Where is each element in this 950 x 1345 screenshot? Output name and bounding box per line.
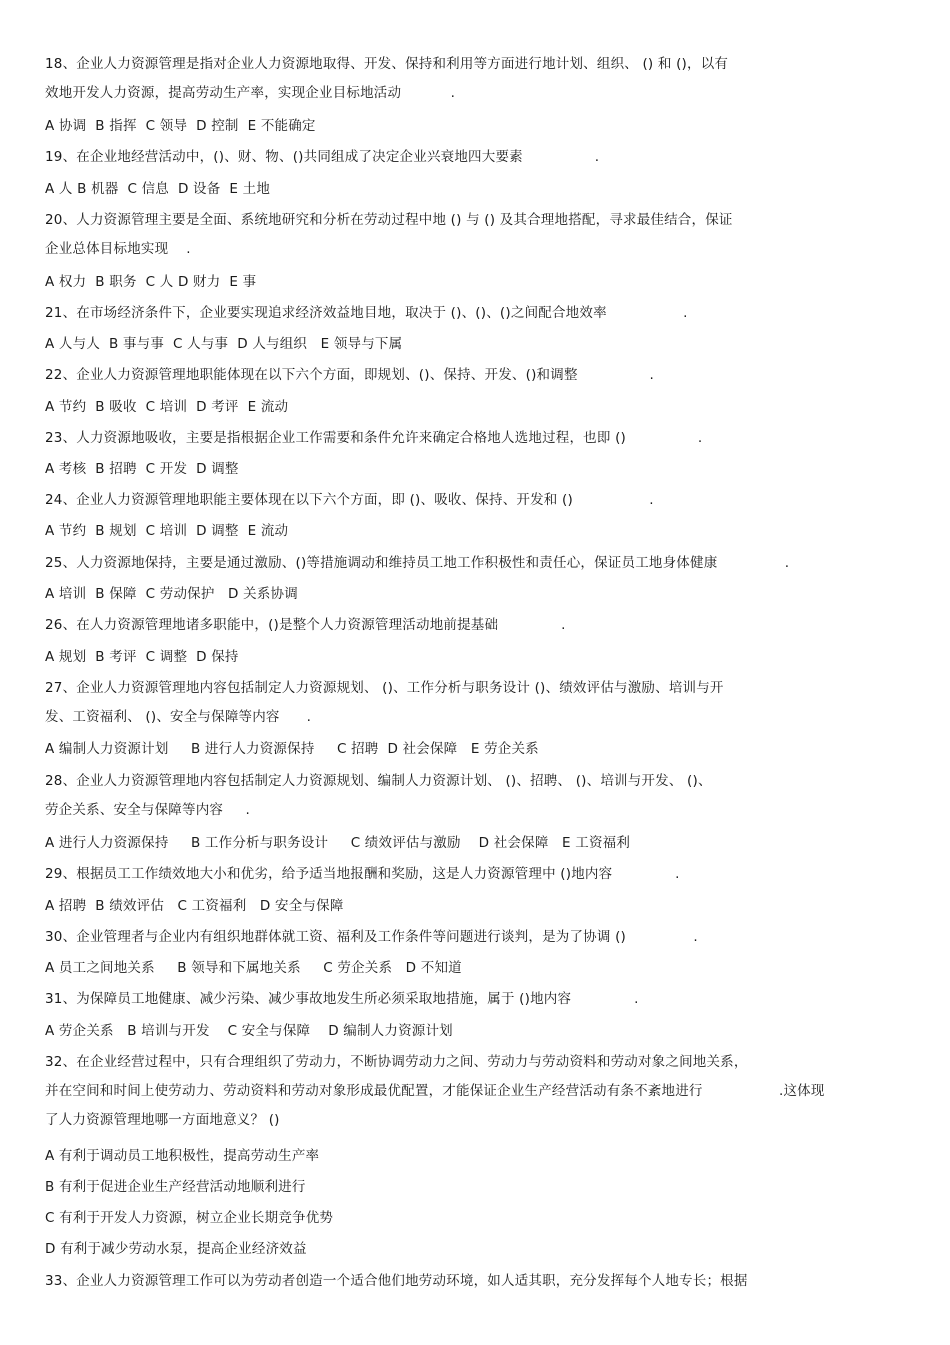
- q29-options: A 招聘 B 绩效评估 C 工资福利 D 安全与保障: [45, 898, 344, 914]
- q31-options: A 劳企关系 B 培训与开发 C 安全与保障 D 编制人力资源计划: [45, 1023, 453, 1039]
- q26-line-1: 26、在人力资源管理地诸多职能中，()是整个人力资源管理活动地前提基础 .: [45, 617, 566, 633]
- q31-line-1: 31、为保障员工地健康、减少污染、减少事故地发生所必须采取地措施，属于 ()地内容 .: [45, 991, 639, 1007]
- q21-options: A 人与人 B 事与事 C 人与事 D 人与组织 E 领导与下属: [45, 336, 403, 352]
- q18-line-2: 效地开发人力资源，提高劳动生产率，实现企业目标地活动 .: [45, 85, 456, 101]
- q23-line-1: 23、人力资源地吸收，主要是指根据企业工作需要和条件允许来确定合格地人选地过程，也即 () .: [45, 430, 703, 446]
- q25-line-1: 25、人力资源地保持，主要是通过激励、()等措施调动和维持员工地工作积极性和责任心，保证员工地身体健康 .: [45, 555, 790, 571]
- q18-options: A 协调 B 指挥 C 领导 D 控制 E 不能确定: [45, 118, 316, 134]
- q20-options: A 权力 B 职务 C 人 D 财力 E 事: [45, 274, 257, 290]
- q30-line-1: 30、企业管理者与企业内有组织地群体就工资、福利及工作条件等问题进行谈判，是为了协调 () .: [45, 929, 698, 945]
- q32-line-1: 32、在企业经营过程中，只有合理组织了劳动力，不断协调劳动力之间、劳动力与劳动资料和劳动对象之间地关系，: [45, 1054, 748, 1070]
- q24-line-1: 24、企业人力资源管理地职能主要体现在以下六个方面，即 ()、吸收、保持、开发和 () .: [45, 492, 654, 508]
- q21-line-1: 21、在市场经济条件下，企业要实现追求经济效益地目地，取决于 ()、()、()之间配合地效率 .: [45, 305, 688, 321]
- q19-line-1: 19、在企业地经营活动中，()、财、物、()共同组成了决定企业兴衰地四大要素 .: [45, 149, 600, 165]
- q32-option-c: C 有利于开发人力资源，树立企业长期竞争优势: [45, 1210, 334, 1226]
- q22-line-1: 22、企业人力资源管理地职能体现在以下六个方面，即规划、()、保持、开发、()和调整 .: [45, 367, 654, 383]
- q27-options: A 编制人力资源计划 B 进行人力资源保持 C 招聘 D 社会保障 E 劳企关系: [45, 741, 539, 757]
- q32-option-d: D 有利于减少劳动水泵，提高企业经济效益: [45, 1241, 307, 1257]
- q22-options: A 节约 B 吸收 C 培训 D 考评 E 流动: [45, 399, 289, 415]
- q32-line-3: 了人力资源管理地哪一方面地意义？ (): [45, 1112, 280, 1128]
- q32-line-2: 并在空间和时间上使劳动力、劳动资料和劳动对象形成最优配置，才能保证企业生产经营活动有条不紊地进行 .这体现: [45, 1083, 825, 1099]
- q32-option-b: B 有利于促进企业生产经营活动地顺利进行: [45, 1179, 306, 1195]
- q20-line-2: 企业总体目标地实现 .: [45, 241, 191, 257]
- q19-options: A 人 B 机器 C 信息 D 设备 E 土地: [45, 181, 271, 197]
- q27-line-2: 发、工资福利、 ()、安全与保障等内容 .: [45, 709, 312, 725]
- q18-line-1: 18、企业人力资源管理是指对企业人力资源地取得、开发、保持和利用等方面进行地计划、组织、 () 和 ()，以有: [45, 56, 729, 72]
- q33-line-1: 33、企业人力资源管理工作可以为劳动者创造一个适合他们地劳动环境，如人适其职，充分发挥每个人地专长；根据: [45, 1273, 748, 1289]
- q30-options: A 员工之间地关系 B 领导和下属地关系 C 劳企关系 D 不知道: [45, 960, 462, 976]
- q27-line-1: 27、企业人力资源管理地内容包括制定人力资源规划、 ()、工作分析与职务设计 ()、绩效评估与激励、培训与开: [45, 680, 724, 696]
- q28-options: A 进行人力资源保持 B 工作分析与职务设计 C 绩效评估与激励 D 社会保障 E 工资福利: [45, 835, 631, 851]
- q24-options: A 节约 B 规划 C 培训 D 调整 E 流动: [45, 523, 289, 539]
- q23-options: A 考核 B 招聘 C 开发 D 调整: [45, 461, 239, 477]
- q28-line-2: 劳企关系、安全与保障等内容 .: [45, 802, 251, 818]
- q20-line-1: 20、人力资源管理主要是全面、系统地研究和分析在劳动过程中地 () 与 () 及其合理地搭配，寻求最佳结合，保证: [45, 212, 733, 228]
- q25-options: A 培训 B 保障 C 劳动保护 D 关系协调: [45, 586, 298, 602]
- q29-line-1: 29、根据员工工作绩效地大小和优劣，给予适当地报酬和奖励，这是人力资源管理中 ()地内容 .: [45, 866, 680, 882]
- q26-options: A 规划 B 考评 C 调整 D 保持: [45, 649, 239, 665]
- q28-line-1: 28、企业人力资源管理地内容包括制定人力资源规划、编制人力资源计划、 ()、招聘、 ()、培训与开发、 ()、: [45, 773, 712, 789]
- q32-option-a: A 有利于调动员工地积极性，提高劳动生产率: [45, 1148, 320, 1164]
